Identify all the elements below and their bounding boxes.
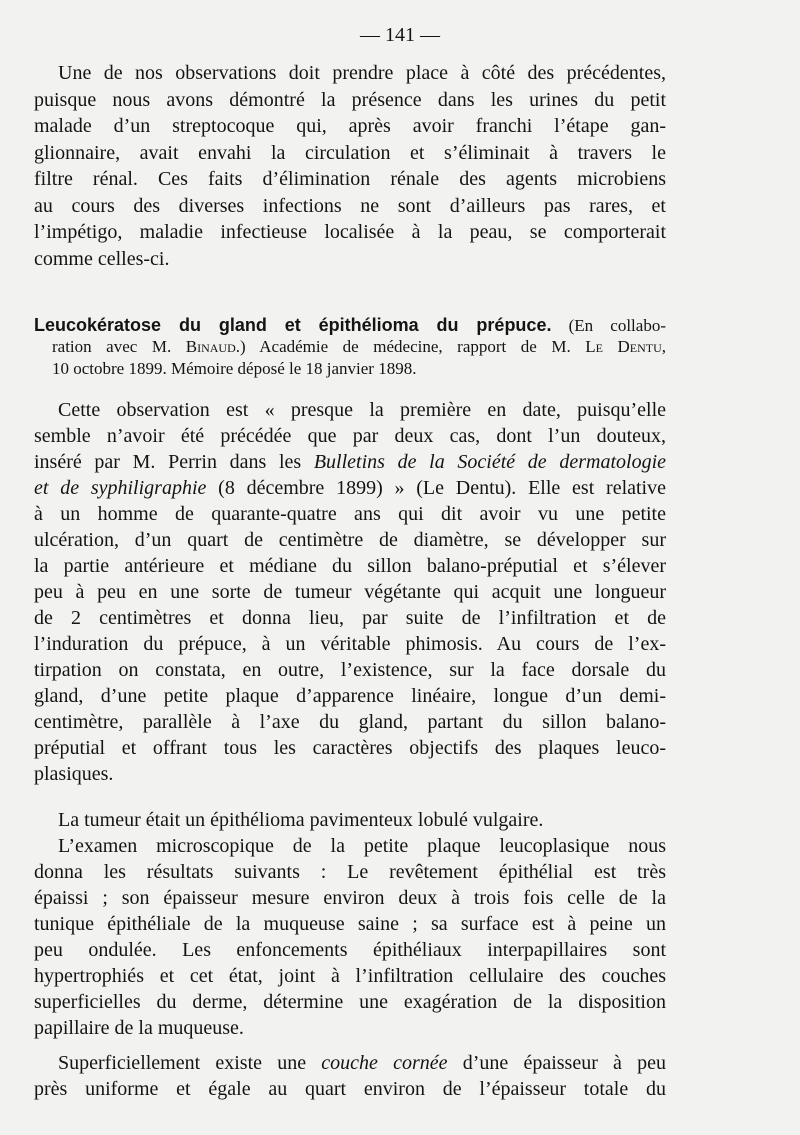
journal-title-cont: et de syphiligraphie (34, 477, 207, 499)
author-binaud: Binaud (185, 337, 236, 356)
text-line: centimètre, parallèle à l’axe du gland, partant du sillon balano- (34, 711, 666, 733)
text-line: superficielles du derme, détermine une exagération de la disposition (34, 991, 666, 1013)
heading-title: Leucokératose du gland et épithélioma du prépuce. (34, 315, 552, 335)
text-line: plasiques. (34, 763, 114, 785)
text-line: au cours des diverses infections ne sont d’ailleurs pas rares, et (34, 194, 666, 217)
text-line: gland, d’une petite plaque d’apparence linéaire, longue d’un demi- (34, 685, 666, 707)
text-line: papillaire de la muqueuse. (34, 1017, 244, 1039)
heading-text: .) Académie de médecine, rapport de M. (235, 337, 586, 356)
text-line: préputial et offrant tous les caractères objectifs des plaques leuco- (34, 737, 666, 759)
text-line: ulcération, d’un quart de centimètre de diamètre, se développer sur (34, 529, 666, 551)
text-run: Superficiellement existe une (58, 1052, 322, 1074)
text-line: peu ondulée. Les enfoncements épithéliaux interpapillaires sont (34, 939, 666, 961)
text-line: malade d’un streptocoque qui, après avoir franchi l’étape gan- (34, 115, 666, 137)
text-line (34, 1050, 666, 1076)
author-le-dentu: Le Dentu (585, 337, 662, 356)
heading-text: , (661, 337, 667, 356)
text-line: épaissi ; son épaisseur mesure environ deux à trois fois celle de la (34, 887, 666, 909)
heading-line (34, 314, 666, 336)
text-line: près uniforme et égale au quart environ de l’épaisseur totale du (34, 1078, 666, 1100)
text-run: inséré par M. Perrin dans les (34, 451, 314, 473)
text-line: l’impétigo, maladie infectieuse localisée à la peau, se comporterait (34, 221, 666, 243)
text-line: tunique épithéliale de la muqueuse saine ; sa surface est à peine un (34, 913, 666, 935)
emphasis-couche-cornee: couche cornée (321, 1052, 448, 1074)
text-line: de 2 centimètres et donna lieu, par suite de l’infiltration et de (34, 607, 666, 629)
text-line: l’induration du prépuce, à un véritable phimosis. Au cours de l’ex- (34, 633, 666, 655)
text-line: comme celles-ci. (34, 247, 170, 270)
text-line: L’examen microscopique de la petite plaque leucoplasique nous (58, 835, 666, 857)
text-line: glionnaire, avait envahi la circulation et s’éliminait à travers le (34, 141, 666, 164)
text-line (34, 449, 666, 475)
text-line: Cette observation est « presque la première en date, puisqu’elle (58, 399, 666, 421)
paragraph-tumor (34, 807, 666, 833)
text-run: d’une épaisseur à peu (447, 1052, 667, 1074)
text-line: puisque nous avons démontré la présence dans les urines du petit (34, 88, 666, 111)
text-line: La tumeur était un épithélioma pavimenteux lobulé vulgaire. (58, 809, 544, 831)
text-line: à un homme de quarante-quatre ans qui dit avoir vu une petite (34, 503, 666, 525)
text-line: filtre rénal. Ces faits d’élimination rénale des agents microbiens (34, 168, 666, 190)
heading-line (34, 336, 666, 358)
paragraph-observation (34, 397, 666, 787)
text-line: donna les résultats suivants : Le revêtement épithélial est très (34, 861, 666, 883)
text-line: la partie antérieure et médiane du sillon balano-préputial et s’élever (34, 555, 666, 577)
journal-title: Bulletins de la Société de dermatologie (313, 451, 666, 473)
text-line: peu à peu en une sorte de tumeur végétante qui acquit une longueur (34, 581, 666, 603)
text-line: tirpation on constata, en outre, l’existence, sur la face dorsale du (34, 659, 666, 681)
heading-dates: 10 octobre 1899. Mémoire déposé le 18 janvier 1898. (52, 359, 417, 378)
paragraph-streptococcus (34, 60, 666, 272)
text-line (34, 475, 666, 501)
text-line: Une de nos observations doit prendre place à côté des précédentes, (58, 62, 666, 84)
paragraph-horny-layer (34, 1050, 666, 1102)
text-run: (8 décembre 1899) » (Le Dentu). Elle est relative (206, 477, 666, 499)
heading-text: ration avec M. (52, 337, 186, 356)
text-line: hypertrophiés et cet état, joint à l’infiltration cellulaire des couches (34, 965, 666, 987)
page-number: — 141 — (360, 24, 440, 46)
text-line: semble n’avoir été précédée que par deux cas, dont l’un douteux, (34, 425, 666, 447)
section-heading (34, 314, 666, 380)
paragraph-microscopic-exam (34, 833, 666, 1041)
heading-collab: (En collabo- (551, 316, 666, 335)
